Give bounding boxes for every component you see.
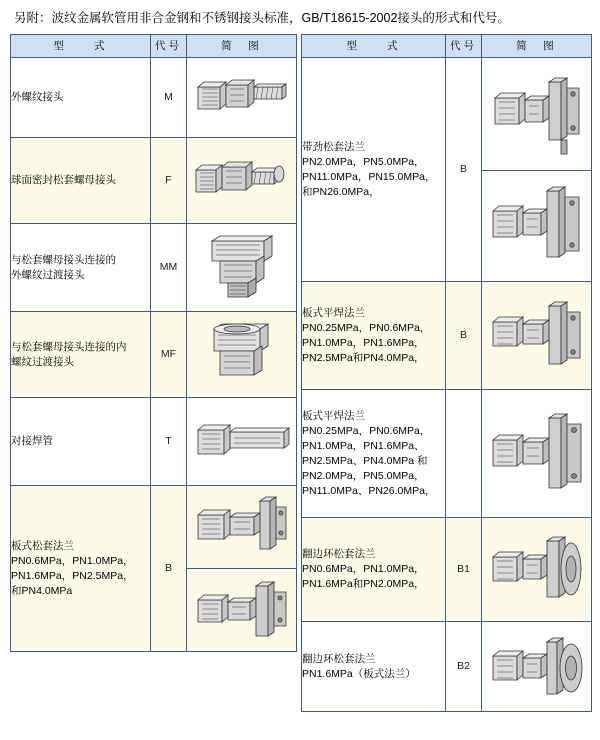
row-code: MF — [151, 312, 187, 398]
row-name: 翻边环松套法兰 PN0.6MPa，PN1.0MPa， PN1.6MPa和PN2.0MPa， — [302, 518, 446, 622]
ribbed-loose-flange-2-drawing — [485, 175, 589, 277]
threaded-male-connector-drawing — [190, 65, 294, 131]
row-code: B — [151, 486, 187, 652]
row-code: B1 — [446, 518, 482, 622]
row-code: T — [151, 398, 187, 486]
row-code — [446, 390, 482, 518]
row-name: 板式松套法兰 PN0.6MPa，PN1.0MPa， PN1.6MPa，PN2.5MPa， 和PN4.0MPa — [11, 486, 151, 652]
row-drawing-stack — [187, 486, 297, 652]
right-header-row — [302, 35, 592, 58]
table-row — [11, 224, 297, 312]
row-code: M — [151, 58, 187, 138]
table-row — [302, 518, 592, 622]
flared-ring-loose-flange-drawing — [485, 523, 589, 617]
female-thread-transition-drawing — [190, 319, 294, 391]
row-drawing — [187, 398, 297, 486]
row-drawing-secondary — [187, 569, 296, 651]
row-drawing — [482, 622, 592, 712]
row-name: 对接焊管 — [11, 398, 151, 486]
header-pic: 简 图 — [187, 35, 297, 58]
row-drawing — [482, 518, 592, 622]
left-table-head — [11, 35, 297, 58]
row-drawing — [187, 138, 297, 224]
row-code: B2 — [446, 622, 482, 712]
page-title: 另附：波纹金属软管用非合金钢和不锈钢接头标准，GB/T18615-2002接头的形式和代号。 — [14, 11, 510, 25]
row-code: B — [446, 58, 482, 282]
row-name: 与松套螺母接头连接的 外螺纹过渡接头 — [11, 224, 151, 312]
row-name: 外螺纹接头 — [11, 58, 151, 138]
table-row — [302, 390, 592, 518]
right-table-head — [302, 35, 592, 58]
left-table-body — [11, 58, 297, 652]
table-row — [11, 138, 297, 224]
row-drawing — [482, 282, 592, 390]
row-code: B — [446, 282, 482, 390]
ribbed-loose-flange-drawing — [485, 62, 589, 166]
row-drawing-stack — [482, 58, 592, 282]
plate-flat-weld-flange-drawing — [485, 288, 589, 384]
header-type: 型 式 — [302, 35, 446, 58]
table-row — [11, 398, 297, 486]
header-pic: 简 图 — [482, 35, 592, 58]
spherical-seal-union-nut-drawing — [190, 146, 294, 216]
right-spec-table — [301, 34, 592, 712]
table-row — [11, 58, 297, 138]
row-name: 球面密封松套螺母接头 — [11, 138, 151, 224]
left-spec-table — [10, 34, 297, 652]
table-row — [302, 282, 592, 390]
row-name: 翻边环松套法兰 PN1.6MPa（板式法兰） — [302, 622, 446, 712]
table-row — [11, 486, 297, 652]
row-name: 板式平焊法兰 PN0.25MPa，PN0.6MPa， PN1.0MPa，PN1.6MPa， PN2.5MPa和PN4.0MPa， — [302, 282, 446, 390]
butt-weld-pipe-drawing — [190, 406, 294, 478]
row-drawing — [187, 224, 297, 312]
left-header-row — [11, 35, 297, 58]
row-drawing — [482, 58, 591, 171]
flared-ring-loose-flange-2-drawing — [485, 626, 589, 708]
row-code: F — [151, 138, 187, 224]
table-row — [11, 312, 297, 398]
plate-loose-flange-drawing — [190, 489, 294, 565]
plate-loose-flange-2-drawing — [190, 572, 294, 648]
row-drawing — [187, 312, 297, 398]
header-type: 型 式 — [11, 35, 151, 58]
male-thread-transition-drawing — [190, 231, 294, 305]
row-drawing — [187, 58, 297, 138]
row-drawing — [482, 390, 592, 518]
row-name: 带劲松套法兰 PN2.0MPa，PN5.0MPa， PN11.0MPa，PN15.0MPa， 和PN26.0MPa， — [302, 58, 446, 282]
header-code: 代号 — [446, 35, 482, 58]
header-code: 代号 — [151, 35, 187, 58]
tables-container — [0, 34, 600, 712]
table-row — [302, 622, 592, 712]
right-table-body — [302, 58, 592, 712]
row-drawing-secondary — [482, 171, 591, 281]
table-row — [302, 58, 592, 282]
row-code: MM — [151, 224, 187, 312]
plate-flat-weld-flange-2-drawing — [485, 396, 589, 512]
row-name: 板式平焊法兰 PN0.25MPa，PN0.6MPa， PN1.0MPa，PN1.6MPa、 PN2.5MPa、PN4.0MPa 和 PN2.0MPa，PN5.0MPa， PN11.0MPa、PN26.0MPa， — [302, 390, 446, 518]
row-name: 与松套螺母接头连接的内 螺纹过渡接头 — [11, 312, 151, 398]
row-drawing — [187, 486, 296, 569]
